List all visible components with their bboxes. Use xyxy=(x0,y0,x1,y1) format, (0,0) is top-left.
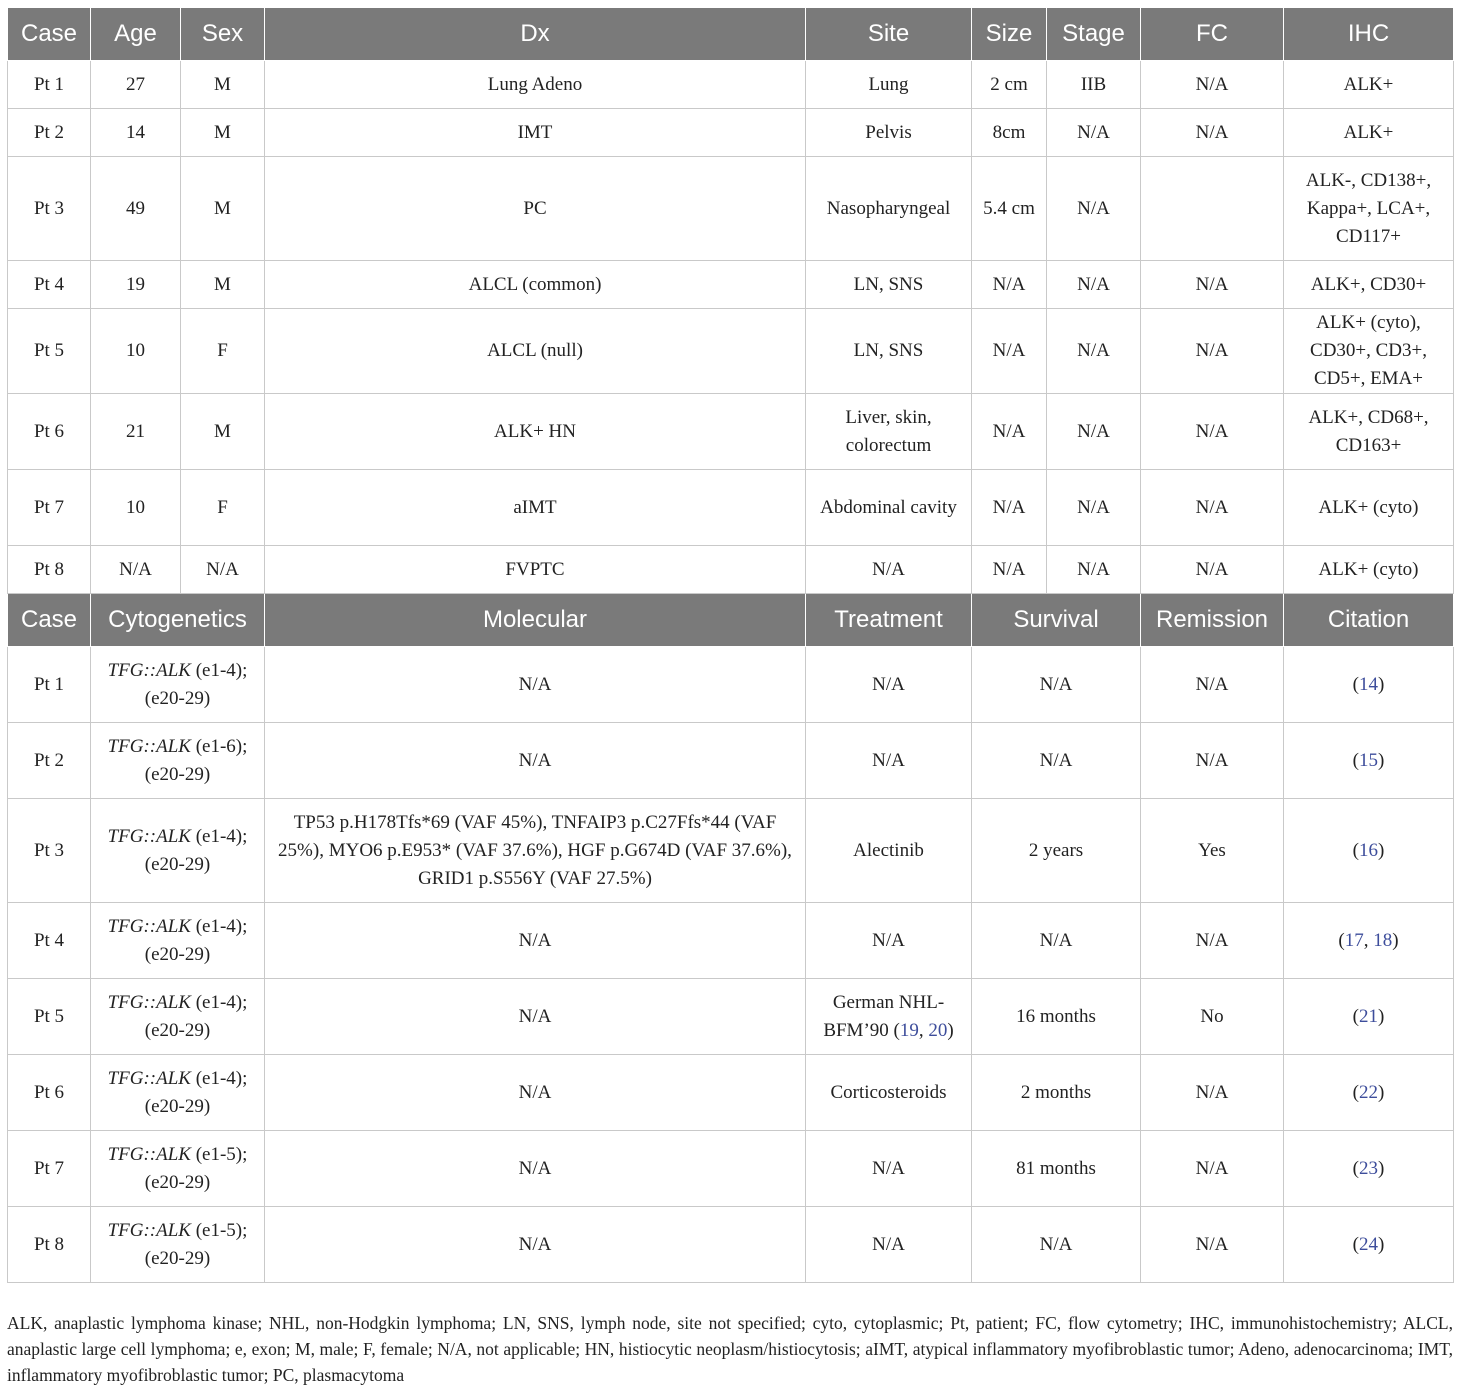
header-ihc: IHC xyxy=(1284,8,1454,61)
cell-site: Pelvis xyxy=(806,109,972,157)
cell-molecular: N/A xyxy=(265,647,806,723)
cell-site: Lung xyxy=(806,61,972,109)
cell-case: Pt 7 xyxy=(8,470,91,546)
treatment-text: N/A xyxy=(872,749,905,771)
cell-case: Pt 5 xyxy=(8,979,91,1055)
cell-survival: N/A xyxy=(972,723,1141,799)
cell-molecular: N/A xyxy=(265,1131,806,1207)
citation-link[interactable]: 21 xyxy=(1359,1005,1378,1027)
cell-site: LN, SNS xyxy=(806,309,972,394)
cell-size: 8cm xyxy=(972,109,1047,157)
data-table-container xyxy=(7,7,1453,1283)
cell-dx: ALCL (null) xyxy=(265,309,806,394)
cell-case: Pt 4 xyxy=(8,261,91,309)
cell-size: 2 cm xyxy=(972,61,1047,109)
fusion-gene: TFG::ALK xyxy=(107,735,191,757)
cell-remission: Yes xyxy=(1141,799,1284,903)
treatment-text: N/A xyxy=(872,929,905,951)
header-age: Age xyxy=(91,8,181,61)
cell-cytogenetics xyxy=(91,647,265,723)
cell-ihc: ALK+ xyxy=(1284,109,1454,157)
cell-cytogenetics xyxy=(91,1131,265,1207)
citation-link[interactable]: 17 xyxy=(1344,929,1364,951)
table-row xyxy=(8,1055,1454,1131)
cell-molecular: N/A xyxy=(265,1055,806,1131)
cell-remission: N/A xyxy=(1141,647,1284,723)
cell-ihc: ALK+ (cyto) xyxy=(1284,546,1454,594)
cell-citation: (16) xyxy=(1284,799,1454,903)
cell-stage: N/A xyxy=(1047,394,1141,470)
citation-link[interactable]: 19 xyxy=(899,1019,919,1041)
cell-case: Pt 1 xyxy=(8,647,91,723)
header-dx: Dx xyxy=(265,8,806,61)
header-stage: Stage xyxy=(1047,8,1141,61)
cell-treatment xyxy=(806,1131,972,1207)
cell-cytogenetics xyxy=(91,903,265,979)
treatment-text: Corticosteroids xyxy=(830,1081,947,1103)
table-row xyxy=(8,109,1454,157)
header-remission: Remission xyxy=(1141,594,1284,647)
cell-case: Pt 2 xyxy=(8,109,91,157)
cell-case: Pt 6 xyxy=(8,1055,91,1131)
cell-fc: N/A xyxy=(1141,61,1284,109)
table-row xyxy=(8,546,1454,594)
exon-range: (e1-4); (e20-29) xyxy=(144,915,248,965)
cell-fc: N/A xyxy=(1141,546,1284,594)
cell-case: Pt 8 xyxy=(8,1207,91,1283)
cell-sex: F xyxy=(181,309,265,394)
table-row xyxy=(8,157,1454,261)
cell-case: Pt 1 xyxy=(8,61,91,109)
cell-citation: (22) xyxy=(1284,1055,1454,1131)
header-cytogenetics: Cytogenetics xyxy=(91,594,265,647)
cell-citation: (15) xyxy=(1284,723,1454,799)
cell-fc: N/A xyxy=(1141,309,1284,394)
cell-remission: N/A xyxy=(1141,723,1284,799)
cell-sex: M xyxy=(181,157,265,261)
citation-link[interactable]: 16 xyxy=(1359,839,1378,861)
exon-range: (e1-4);(e20-29) xyxy=(144,659,248,709)
cell-treatment: German NHL-BFM’90 (19, 20) xyxy=(806,979,972,1055)
table-row xyxy=(8,799,1454,903)
cell-survival: 16 months xyxy=(972,979,1141,1055)
treatment-text: German NHL-BFM’90 xyxy=(823,991,945,1041)
cell-age: 21 xyxy=(91,394,181,470)
cell-sex: F xyxy=(181,470,265,546)
header-citation: Citation xyxy=(1284,594,1454,647)
cell-dx: Lung Adeno xyxy=(265,61,806,109)
cell-treatment xyxy=(806,903,972,979)
cell-ihc: ALK+, CD68+, CD163+ xyxy=(1284,394,1454,470)
cell-remission: N/A xyxy=(1141,903,1284,979)
citation-link[interactable]: 22 xyxy=(1359,1081,1378,1103)
cell-site: LN, SNS xyxy=(806,261,972,309)
cell-case: Pt 7 xyxy=(8,1131,91,1207)
cell-site: Abdominal cavity xyxy=(806,470,972,546)
cell-sex: M xyxy=(181,261,265,309)
cell-site: Nasopharyngeal xyxy=(806,157,972,261)
header-survival: Survival xyxy=(972,594,1141,647)
cell-molecular: N/A xyxy=(265,1207,806,1283)
cell-remission: N/A xyxy=(1141,1131,1284,1207)
fusion-gene: TFG::ALK xyxy=(107,1067,191,1089)
cell-survival: 2 months xyxy=(972,1055,1141,1131)
fusion-gene: TFG::ALK xyxy=(107,1219,191,1241)
cell-survival: N/A xyxy=(972,903,1141,979)
cell-citation: (23) xyxy=(1284,1131,1454,1207)
cell-case: Pt 8 xyxy=(8,546,91,594)
table-row xyxy=(8,470,1454,546)
fusion-gene: TFG::ALK xyxy=(107,991,191,1013)
cell-citation: (14) xyxy=(1284,647,1454,723)
cell-cytogenetics xyxy=(91,979,265,1055)
fusion-gene: TFG::ALK xyxy=(107,915,191,937)
exon-range: (e1-4); (e20-29) xyxy=(144,1067,248,1117)
cell-treatment xyxy=(806,647,972,723)
cell-cytogenetics xyxy=(91,1207,265,1283)
exon-range: (e1-5); (e20-29) xyxy=(144,1219,248,1269)
cell-stage: N/A xyxy=(1047,109,1141,157)
cell-dx: ALK+ HN xyxy=(265,394,806,470)
header-case: Case xyxy=(8,8,91,61)
cell-size: N/A xyxy=(972,394,1047,470)
cell-dx: FVPTC xyxy=(265,546,806,594)
cell-treatment xyxy=(806,799,972,903)
cell-age: 10 xyxy=(91,309,181,394)
cell-sex: N/A xyxy=(181,546,265,594)
cell-size: N/A xyxy=(972,470,1047,546)
cell-age: 14 xyxy=(91,109,181,157)
cell-age: 49 xyxy=(91,157,181,261)
cell-survival: 2 years xyxy=(972,799,1141,903)
cell-dx: aIMT xyxy=(265,470,806,546)
cell-cytogenetics xyxy=(91,799,265,903)
cell-age: 19 xyxy=(91,261,181,309)
cell-fc: N/A xyxy=(1141,109,1284,157)
header-sex: Sex xyxy=(181,8,265,61)
cell-dx: ALCL (common) xyxy=(265,261,806,309)
cell-citation: (24) xyxy=(1284,1207,1454,1283)
cell-citation: (21) xyxy=(1284,979,1454,1055)
header-site: Site xyxy=(806,8,972,61)
citation-link[interactable]: 14 xyxy=(1359,673,1378,695)
cell-size: N/A xyxy=(972,546,1047,594)
citation-link[interactable]: 24 xyxy=(1359,1233,1378,1255)
table-row xyxy=(8,723,1454,799)
table-row xyxy=(8,394,1454,470)
cell-citation: (17, 18) xyxy=(1284,903,1454,979)
cell-fc xyxy=(1141,157,1284,261)
table-footnote: ALK, anaplastic lymphoma kinase; NHL, non-Hodgkin lymphoma; LN, SNS, lymph node, site not specified; cyto, cytoplasmic; Pt, patient; FC, flow cytometry; IHC, immunohistochemistry; ALCL, anaplastic large cell lymphoma; e, exon; M, male; F, female; N/A, not applicable; HN, histiocytic neoplasm/histiocytosis; aIMT, atypical inflammatory myofibroblastic tumor; Adeno, adenocarcinoma; IMT, inflammatory myofibroblastic tumor; PC, plasmacytoma xyxy=(7,1313,1453,1385)
table2-header-row xyxy=(8,594,1454,647)
treatment-text: Alectinib xyxy=(853,839,924,861)
cell-remission: N/A xyxy=(1141,1055,1284,1131)
treatment-text: N/A xyxy=(872,673,905,695)
exon-range: (e1-4); (e20-29) xyxy=(144,825,248,875)
cell-stage: N/A xyxy=(1047,470,1141,546)
cell-stage: N/A xyxy=(1047,261,1141,309)
cell-sex: M xyxy=(181,109,265,157)
citation-link[interactable]: 23 xyxy=(1359,1157,1378,1179)
cell-molecular: N/A xyxy=(265,723,806,799)
cell-site: Liver, skin, colorectum xyxy=(806,394,972,470)
cell-age: 10 xyxy=(91,470,181,546)
treatment-text: N/A xyxy=(872,1233,905,1255)
table-row xyxy=(8,1131,1454,1207)
cell-ihc: ALK+ xyxy=(1284,61,1454,109)
cell-molecular: TP53 p.H178Tfs*69 (VAF 45%), TNFAIP3 p.C27Ffs*44 (VAF 25%), MYO6 p.E953* (VAF 37.6%), HGF p.G674D (VAF 37.6%), GRID1 p.S556Y (VAF 27.5%) xyxy=(265,799,806,903)
cell-ihc: ALK+ (cyto), CD30+, CD3+, CD5+, EMA+ xyxy=(1284,309,1454,394)
cell-case: Pt 6 xyxy=(8,394,91,470)
table1-header-row xyxy=(8,8,1454,61)
cell-size: N/A xyxy=(972,309,1047,394)
cell-dx: PC xyxy=(265,157,806,261)
cell-survival: N/A xyxy=(972,647,1141,723)
cell-size: N/A xyxy=(972,261,1047,309)
cell-stage: N/A xyxy=(1047,157,1141,261)
cell-survival: 81 months xyxy=(972,1131,1141,1207)
cell-sex: M xyxy=(181,394,265,470)
exon-range: (e1-6); (e20-29) xyxy=(144,735,248,785)
citation-link[interactable]: 20 xyxy=(928,1019,948,1041)
citation-link[interactable]: 18 xyxy=(1373,929,1393,951)
header-treatment: Treatment xyxy=(806,594,972,647)
cell-molecular: N/A xyxy=(265,979,806,1055)
header-case: Case xyxy=(8,594,91,647)
cell-stage: IIB xyxy=(1047,61,1141,109)
cell-survival: N/A xyxy=(972,1207,1141,1283)
cell-ihc: ALK+ (cyto) xyxy=(1284,470,1454,546)
table-row xyxy=(8,979,1454,1055)
cell-remission: No xyxy=(1141,979,1284,1055)
citation-link[interactable]: 15 xyxy=(1359,749,1378,771)
table-row xyxy=(8,903,1454,979)
cell-treatment xyxy=(806,1055,972,1131)
cell-case: Pt 3 xyxy=(8,799,91,903)
cell-stage: N/A xyxy=(1047,546,1141,594)
fusion-gene: TFG::ALK xyxy=(107,1143,191,1165)
fusion-gene: TFG::ALK xyxy=(107,825,191,847)
cell-sex: M xyxy=(181,61,265,109)
cell-case: Pt 5 xyxy=(8,309,91,394)
cell-dx: IMT xyxy=(265,109,806,157)
cell-age: N/A xyxy=(91,546,181,594)
cell-case: Pt 3 xyxy=(8,157,91,261)
cell-remission: N/A xyxy=(1141,1207,1284,1283)
cell-ihc: ALK-, CD138+, Kappa+, LCA+, CD117+ xyxy=(1284,157,1454,261)
cell-case: Pt 4 xyxy=(8,903,91,979)
cell-cytogenetics xyxy=(91,723,265,799)
table-row xyxy=(8,61,1454,109)
fusion-gene: TFG::ALK xyxy=(107,659,191,681)
table-row xyxy=(8,647,1454,723)
table-row xyxy=(8,1207,1454,1283)
cell-treatment xyxy=(806,723,972,799)
cell-molecular: N/A xyxy=(265,903,806,979)
cell-age: 27 xyxy=(91,61,181,109)
header-fc: FC xyxy=(1141,8,1284,61)
cell-site: N/A xyxy=(806,546,972,594)
cell-treatment xyxy=(806,1207,972,1283)
exon-range: (e1-5); (e20-29) xyxy=(144,1143,248,1193)
cell-fc: N/A xyxy=(1141,261,1284,309)
exon-range: (e1-4); (e20-29) xyxy=(144,991,248,1041)
cell-case: Pt 2 xyxy=(8,723,91,799)
cell-fc: N/A xyxy=(1141,394,1284,470)
cell-fc: N/A xyxy=(1141,470,1284,546)
data-table xyxy=(7,7,1454,1283)
table-row xyxy=(8,309,1454,394)
cell-cytogenetics xyxy=(91,1055,265,1131)
header-size: Size xyxy=(972,8,1047,61)
cell-stage: N/A xyxy=(1047,309,1141,394)
header-molecular: Molecular xyxy=(265,594,806,647)
cell-ihc: ALK+, CD30+ xyxy=(1284,261,1454,309)
table-row xyxy=(8,261,1454,309)
cell-size: 5.4 cm xyxy=(972,157,1047,261)
treatment-text: N/A xyxy=(872,1157,905,1179)
